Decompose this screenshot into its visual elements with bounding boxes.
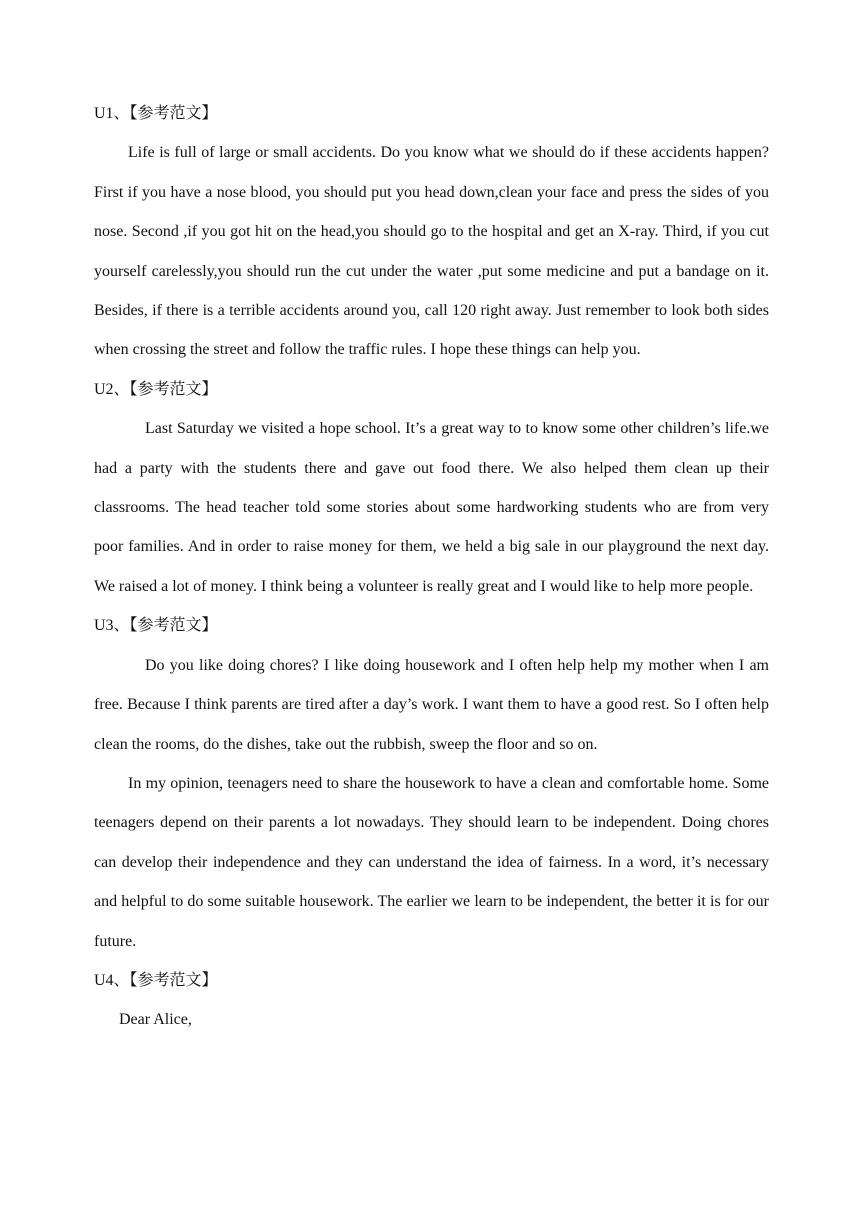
section-heading-u1: U1、【参考范文】 — [94, 105, 218, 122]
document-body — [94, 94, 769, 1040]
essay-paragraph-u3-1: Do you like doing chores? I like doing housework and I often help help my mother when I am free. Because I think parents are tired after a day’s work. I want them to have a good rest. So I often help clean the rooms, do the dishes, take out the rubbish, sweep the floor and so on. — [94, 656, 769, 753]
section-heading-u2: U2、【参考范文】 — [94, 380, 218, 398]
section-heading-u4: U4、【参考范文】 — [94, 971, 218, 989]
letter-salutation-u4: Dear Alice, — [119, 1011, 192, 1029]
essay-paragraph-u1: Life is full of large or small accidents. Do you know what we should do if these accidents happen? First if you have a nose blood, you should put you head down,clean your face and press the sides of you nose. Second ,if you got hit on the head,you should go to the hospital and get an X-ray. Third, if you cut yourself carelessly,you should run the cut under the water ,put some medicine and put a bandage on it. Besides, if there is a terrible accidents around you, call 120 right away. Just remember to look both sides when crossing the street and follow the traffic rules. I hope these things can help you. — [94, 144, 769, 359]
section-heading-u3: U3、【参考范文】 — [94, 617, 218, 635]
essay-paragraph-u2: Last Saturday we visited a hope school. It’s a great way to to know some other children’s life.we had a party with the students there and gave out food there. We also helped them clean up their classrooms. The head teacher told some stories about some hardworking students who are from very poor families. And in order to raise money for them, we held a big sale in our playground the next day. We raised a lot of money. I think being a volunteer is really great and I would like to help more people. — [94, 420, 769, 595]
essay-paragraph-u3-2: In my opinion, teenagers need to share the housework to have a clean and comfortable home. Some teenagers depend on their parents a lot nowadays. They should learn to be independent. Doing chores can develop their independence and they can understand the idea of fairness. In a word, it’s necessary and helpful to do some suitable housework. The earlier we learn to be independent, the better it is for our future. — [94, 774, 769, 950]
